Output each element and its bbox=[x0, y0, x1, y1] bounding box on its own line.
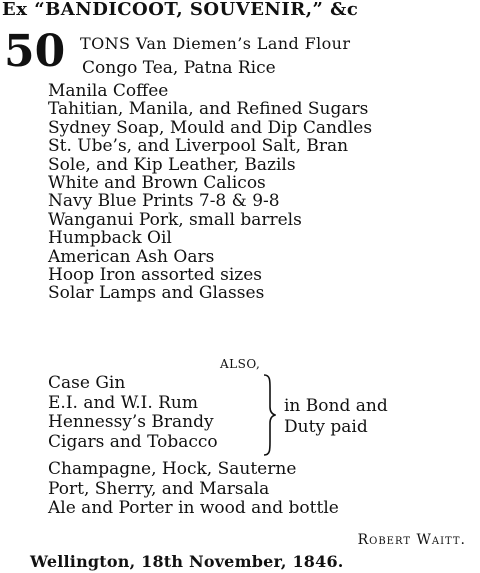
bond-note-line-1: in Bond and bbox=[284, 396, 388, 416]
list-item: White and Brown Calicos bbox=[48, 173, 266, 194]
list-item: Ale and Porter in wood and bottle bbox=[48, 498, 339, 518]
quantity-number: 50 bbox=[4, 26, 66, 77]
list-item: Champagne, Hock, Sauterne bbox=[48, 459, 297, 479]
list-item: Humpback Oil bbox=[48, 228, 172, 249]
list-item: Hoop Iron assorted sizes bbox=[48, 265, 263, 286]
lead-line-1-text: TONS Van Diemen’s Land Flour bbox=[80, 34, 351, 53]
list-item: Port, Sherry, and Marsala bbox=[48, 478, 270, 499]
list-item: Navy Blue Prints 7-8 & 9-8 bbox=[48, 191, 280, 212]
list-item: Sydney Soap, Mould and Dip Candles bbox=[48, 117, 373, 138]
list-item: St. Ube’s, and Liverpool Salt, Bran bbox=[48, 136, 349, 157]
also-label: ALSO, bbox=[220, 357, 261, 371]
list-item: American Ash Oars bbox=[48, 246, 215, 267]
list-item: Tahitian, Manila, and Refined Sugars bbox=[48, 99, 369, 120]
list-item: Hennessy’s Brandy bbox=[48, 412, 214, 432]
list-item: Case Gin bbox=[48, 373, 126, 393]
curly-brace-icon bbox=[262, 374, 276, 456]
lead-line-1 bbox=[80, 34, 350, 54]
bond-goods-list bbox=[48, 374, 218, 452]
list-item: Wanganui Pork, small barrels bbox=[48, 209, 302, 230]
list-item: Sole, and Kip Leather, Bazils bbox=[48, 154, 296, 175]
ad-heading: Ex “BANDICOOT, SOUVENIR,” &c bbox=[2, 0, 359, 20]
list-item: Cigars and Tobacco bbox=[48, 431, 218, 452]
list-item: E.I. and W.I. Rum bbox=[48, 392, 199, 413]
list-item: Solar Lamps and Glasses bbox=[48, 283, 265, 304]
list-item: Manila Coffee bbox=[48, 81, 169, 101]
signature: Robert Waitt. bbox=[357, 532, 466, 548]
dateline: Wellington, 18th November, 1846. bbox=[30, 552, 344, 571]
wine-list bbox=[48, 460, 339, 519]
goods-list bbox=[48, 82, 372, 303]
lead-line-2: Congo Tea, Patna Rice bbox=[82, 58, 276, 78]
bond-note bbox=[284, 396, 388, 438]
bond-note-line-2: Duty paid bbox=[284, 417, 368, 437]
